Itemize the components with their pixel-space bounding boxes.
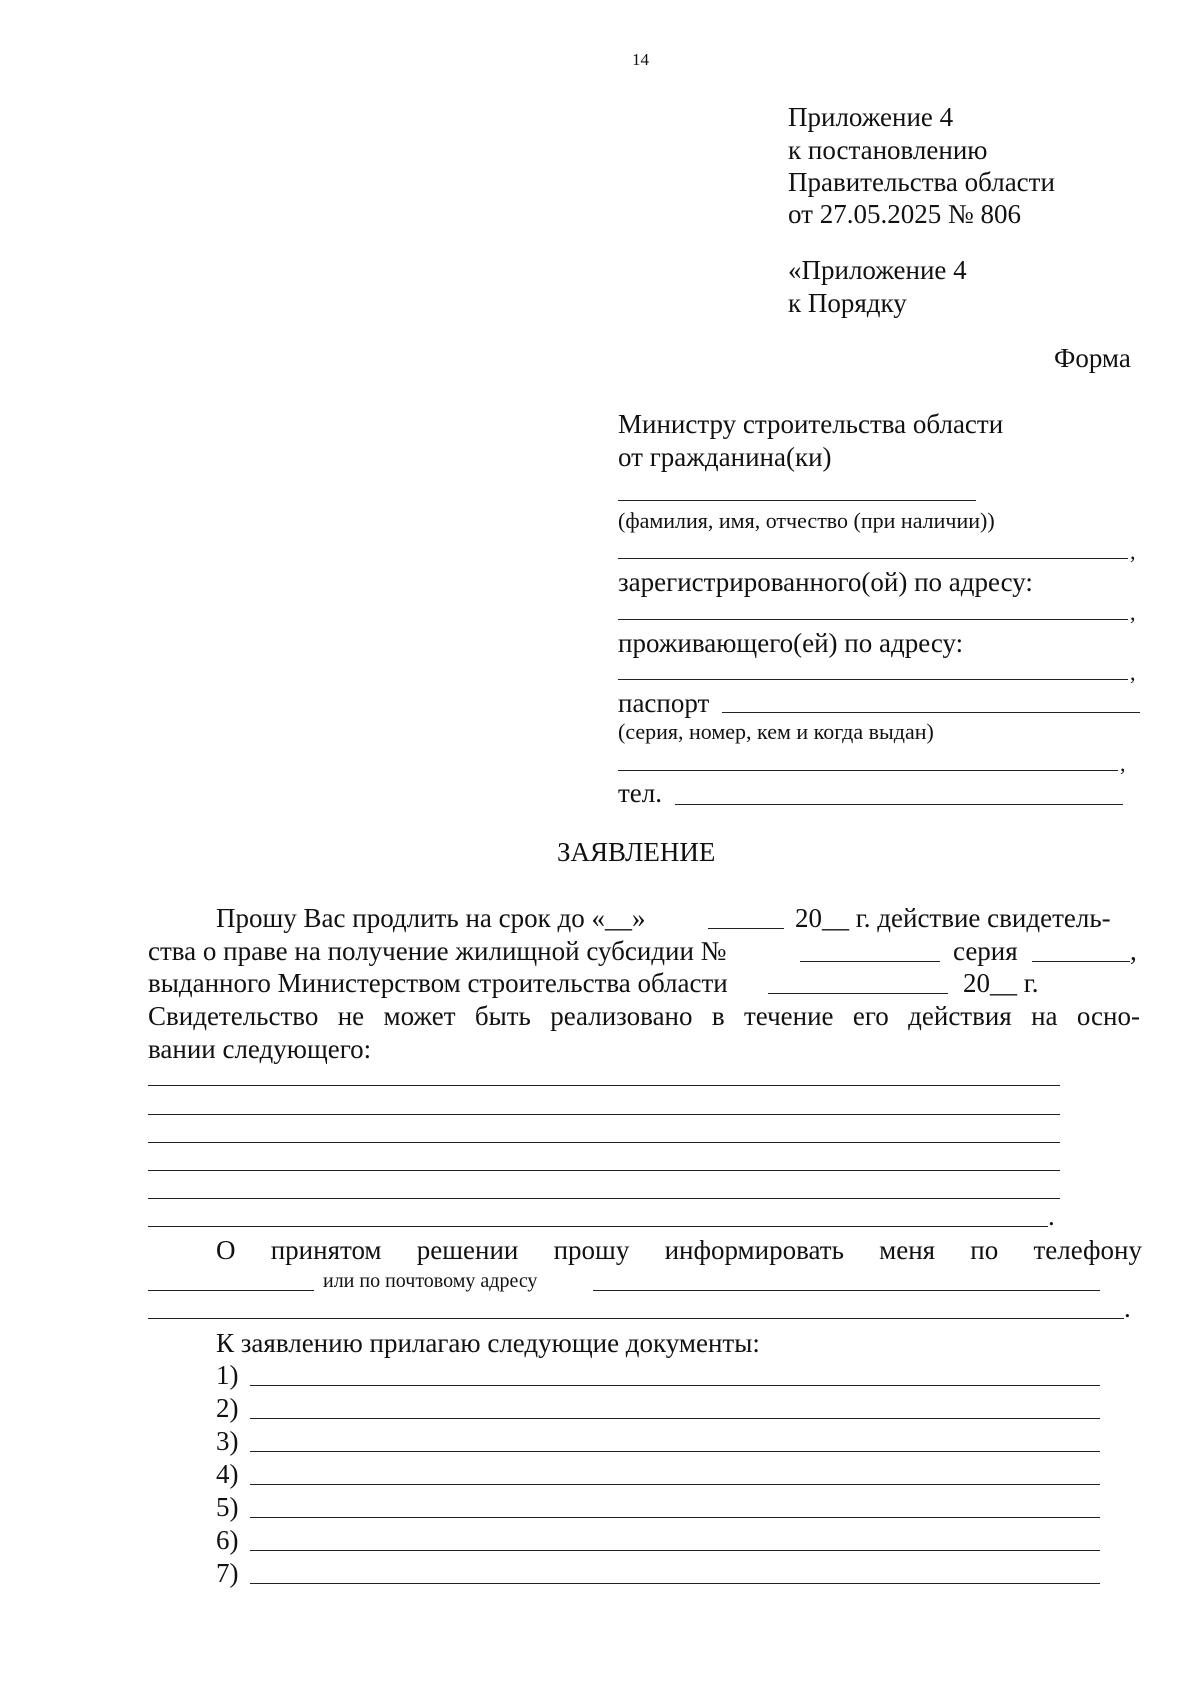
comma: , [1130, 539, 1136, 564]
document-field[interactable] [250, 1451, 1100, 1452]
header-decree-line: к постановлению [788, 135, 988, 165]
reason-line[interactable] [148, 1085, 1060, 1086]
notify-phone-field[interactable] [148, 1290, 314, 1291]
list-item-number: 1) [216, 1360, 239, 1390]
p1-text: ства о праве на получение жилищной субсидии № [148, 936, 727, 966]
document-field[interactable] [250, 1550, 1100, 1551]
list-item-number: 5) [216, 1492, 239, 1522]
list-item-number: 2) [216, 1393, 239, 1423]
document-title: ЗАЯВЛЕНИЕ [557, 837, 716, 867]
p1-text: 20__ г. [963, 968, 1039, 998]
p1-text: серия [953, 936, 1018, 966]
p1-text: Прошу Вас продлить на срок до «__» [216, 903, 646, 933]
document-field[interactable] [250, 1517, 1100, 1518]
header-order-appendix-line: «Приложение 4 [788, 255, 967, 285]
p2-text: вании следующего: [148, 1034, 372, 1064]
reason-line[interactable] [148, 1226, 1048, 1227]
certificate-number-field[interactable] [800, 961, 940, 962]
header-order-line: к Порядку [788, 288, 907, 318]
phone-field[interactable] [675, 804, 1123, 805]
list-item-number: 6) [216, 1525, 239, 1555]
reason-line[interactable] [148, 1170, 1060, 1171]
list-item-number: 3) [216, 1426, 239, 1456]
reason-line[interactable] [148, 1114, 1060, 1115]
p1-text: выданного Министерством строительства области [148, 968, 728, 998]
passport-label: паспорт [618, 688, 710, 718]
fio-continuation-field[interactable] [618, 558, 1128, 559]
addressee-from: от гражданина(ки) [618, 442, 832, 472]
document-field[interactable] [250, 1484, 1100, 1485]
header-date-number-line: от 27.05.2025 № 806 [788, 199, 1021, 229]
p4-text: К заявлению прилагаю следующие документы: [216, 1328, 760, 1358]
list-item-number: 4) [216, 1459, 239, 1489]
reason-line[interactable] [148, 1198, 1060, 1199]
passport-continuation-field[interactable] [618, 770, 1118, 771]
form-label: Форма [1054, 343, 1131, 373]
comma: , [1130, 936, 1137, 966]
living-address-label: проживающего(ей) по адресу: [618, 628, 964, 658]
notify-address-field[interactable] [593, 1290, 1100, 1291]
document-field[interactable] [250, 1385, 1100, 1386]
period: . [1048, 1201, 1055, 1231]
comma: , [1130, 600, 1136, 625]
period: . [1124, 1293, 1131, 1323]
p3-text: О принятом решении прошу информировать меня по телефону [216, 1235, 1142, 1265]
p3-text: или по почтовому адресу [323, 1270, 538, 1292]
list-item-number: 7) [216, 1558, 239, 1588]
living-address-field[interactable] [618, 679, 1128, 680]
document-field[interactable] [250, 1418, 1100, 1419]
document-field[interactable] [250, 1583, 1100, 1584]
header-government-line: Правительства области [788, 167, 1055, 197]
notify-address-continuation[interactable] [148, 1318, 1124, 1319]
reason-line[interactable] [148, 1142, 1060, 1143]
passport-field[interactable] [722, 712, 1140, 713]
header-appendix-line: Приложение 4 [788, 102, 954, 132]
issue-date-field[interactable] [768, 993, 948, 994]
addressee-minister: Министру строительства области [618, 409, 1004, 439]
page-number: 14 [632, 50, 649, 69]
passport-hint: (серия, номер, кем и когда выдан) [618, 719, 934, 744]
registered-address-label: зарегистрированного(ой) по адресу: [618, 567, 1033, 597]
phone-label: тел. [618, 778, 663, 808]
p1-text: 20__ г. действие свидетель- [795, 903, 1111, 933]
fio-field[interactable] [618, 500, 976, 501]
comma: , [1130, 660, 1136, 685]
certificate-series-field[interactable] [1032, 961, 1130, 962]
fio-hint: (фамилия, имя, отчество (при наличии)) [618, 508, 995, 533]
p2-text: Свидетельство не может быть реализовано в течение его действия на осно- [148, 1001, 1140, 1031]
month-field[interactable] [708, 928, 784, 929]
registered-address-field[interactable] [618, 619, 1128, 620]
comma: , [1120, 751, 1126, 776]
